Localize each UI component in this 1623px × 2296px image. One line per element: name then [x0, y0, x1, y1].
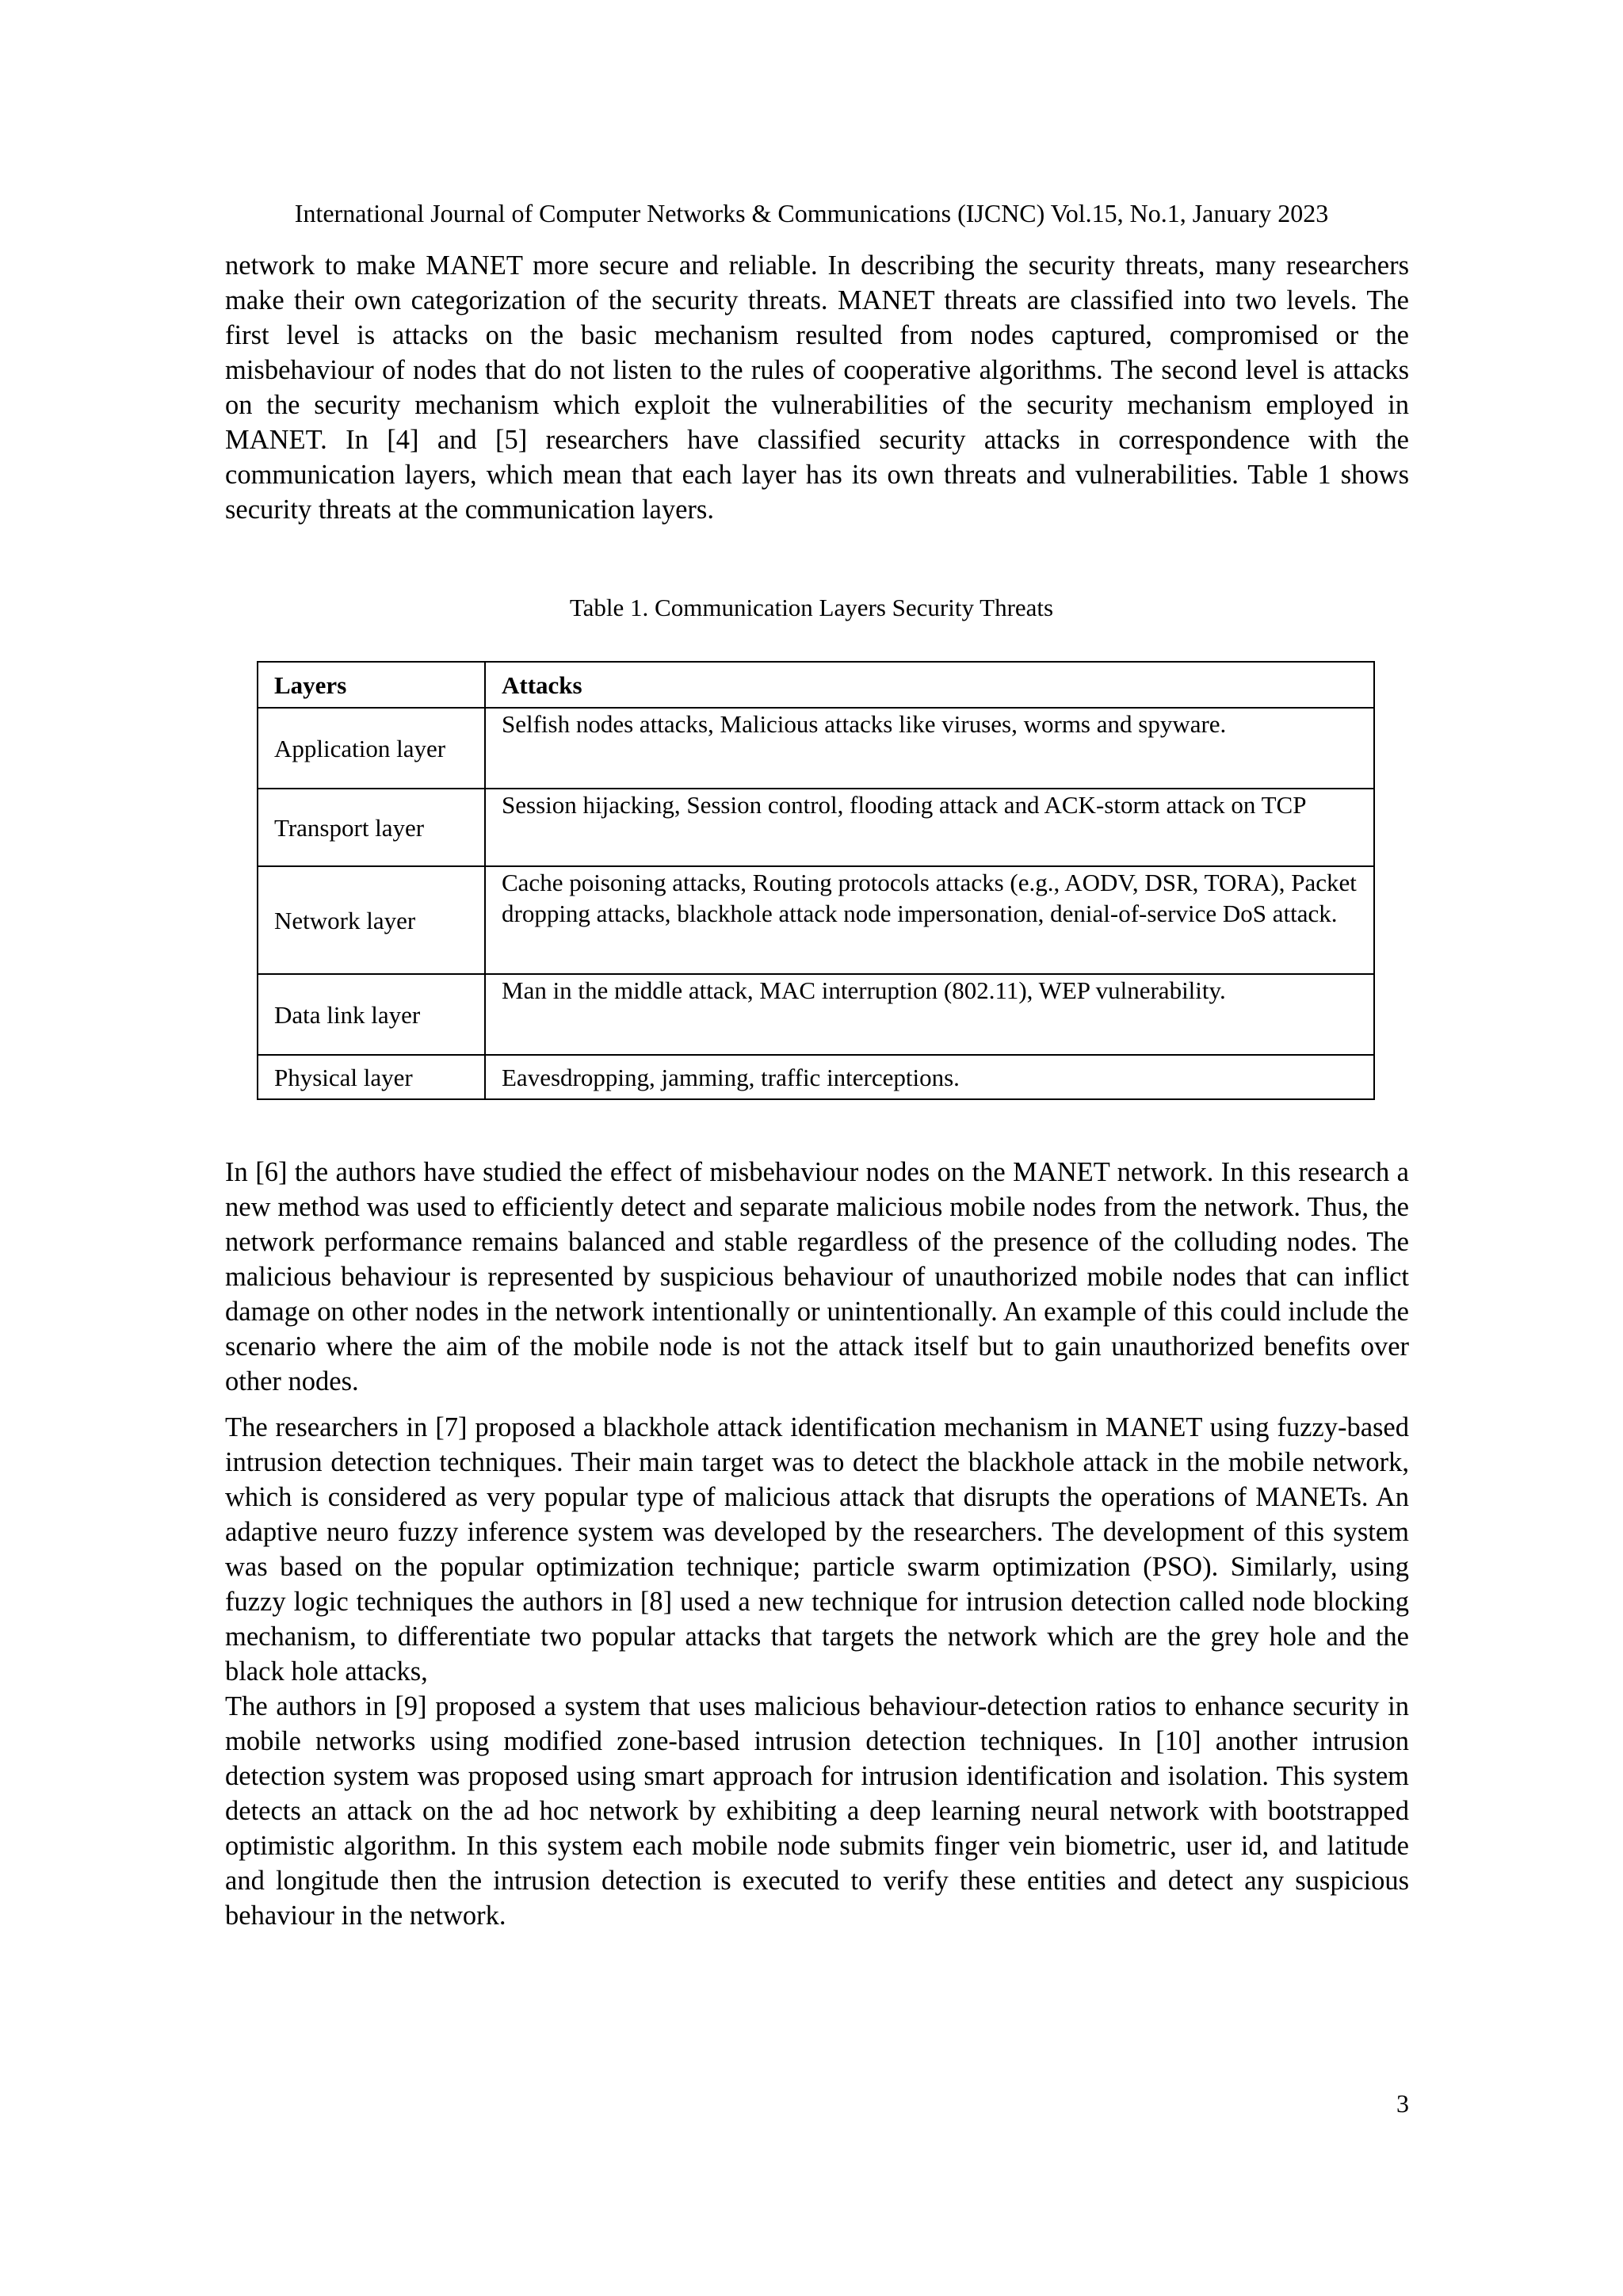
layer-cell: Physical layer	[258, 1055, 485, 1099]
security-threats-table	[257, 661, 1375, 1100]
table-header-row	[258, 662, 1374, 708]
table-row	[258, 708, 1374, 789]
column-header-layers: Layers	[258, 662, 485, 708]
page-number: 3	[1396, 2089, 1409, 2118]
table-row	[258, 974, 1374, 1055]
attacks-cell: Eavesdropping, jamming, traffic interceptions.	[485, 1055, 1374, 1099]
intro-paragraph	[225, 248, 1409, 527]
attacks-cell: Cache poisoning attacks, Routing protocols attacks (e.g., AODV, DSR, TORA), Packet dropping attacks, blackhole attack node impersonation, denial-of-service DoS attack.	[485, 866, 1374, 974]
attacks-cell: Session hijacking, Session control, flooding attack and ACK-storm attack on TCP	[485, 789, 1374, 866]
layer-cell: Transport layer	[258, 789, 485, 866]
related-work-paragraph	[225, 1155, 1409, 1399]
paragraph-text: network to make MANET more secure and reliable. In describing the security threats, many researchers make their own categorization of the security threats. MANET threats are classified into two levels. The first level is attacks on the basic mechanism resulted from nodes captured, compromised or the misbehaviour of nodes that do not listen to the rules of cooperative algorithms. The second level is attacks on the security mechanism which exploit the vulnerabilities of the security mechanism employed in MANET. In [4] and [5] researchers have classified security attacks in correspondence with the communication layers, which mean that each layer has its own threats and vulnerabilities. Table 1 shows security threats at the communication layers.	[225, 250, 1409, 525]
related-work-paragraph	[225, 1410, 1409, 1689]
paragraph-text: The researchers in [7] proposed a blackhole attack identification mechanism in MANET using fuzzy-based intrusion detection techniques. Their main target was to detect the blackhole attack in the mobile network, which is considered as very popular type of malicious attack that disrupts the operations of MANETs. An adaptive neuro fuzzy inference system was developed by the researchers. The development of this system was based on the popular optimization technique; particle swarm optimization (PSO). Similarly, using fuzzy logic techniques the authors in [8] used a new technique for intrusion detection called node blocking mechanism, to differentiate two popular attacks that targets the network which are the grey hole and the black hole attacks,	[225, 1412, 1409, 1687]
column-header-attacks: Attacks	[485, 662, 1374, 708]
related-work-paragraph	[225, 1689, 1409, 1933]
paragraph-text: In [6] the authors have studied the effect of misbehaviour nodes on the MANET network. In this research a new method was used to efficiently detect and separate malicious mobile nodes from the network. Thus, the network performance remains balanced and stable regardless of the presence of the colluding nodes. The malicious behaviour is represented by suspicious behaviour of unauthorized mobile nodes that can inflict damage on other nodes in the network intentionally or unintentionally. An example of this could include the scenario where the aim of the mobile node is not the attack itself but to gain unauthorized benefits over other nodes.	[225, 1157, 1409, 1396]
paragraph-text: The authors in [9] proposed a system that uses malicious behaviour-detection ratios to enhance security in mobile networks using modified zone-based intrusion detection techniques. In [10] another intrusion detection system was proposed using smart approach for intrusion identification and isolation. This system detects an attack on the ad hoc network by exhibiting a deep learning neural network with bootstrapped optimistic algorithm. In this system each mobile node submits finger vein biometric, user id, and latitude and longitude then the intrusion detection is executed to verify these entities and detect any suspicious behaviour in the network.	[225, 1691, 1409, 1931]
table-row	[258, 789, 1374, 866]
layer-cell: Application layer	[258, 708, 485, 789]
running-header: International Journal of Computer Networks & Communications (IJCNC) Vol.15, No.1, January 2023	[294, 199, 1329, 227]
attacks-cell: Selfish nodes attacks, Malicious attacks like viruses, worms and spyware.	[485, 708, 1374, 789]
attacks-cell: Man in the middle attack, MAC interruption (802.11), WEP vulnerability.	[485, 974, 1374, 1055]
table-caption: Table 1. Communication Layers Security Threats	[569, 594, 1054, 621]
table-row	[258, 866, 1374, 974]
layer-cell: Network layer	[258, 866, 485, 974]
layer-cell: Data link layer	[258, 974, 485, 1055]
table-row	[258, 1055, 1374, 1099]
